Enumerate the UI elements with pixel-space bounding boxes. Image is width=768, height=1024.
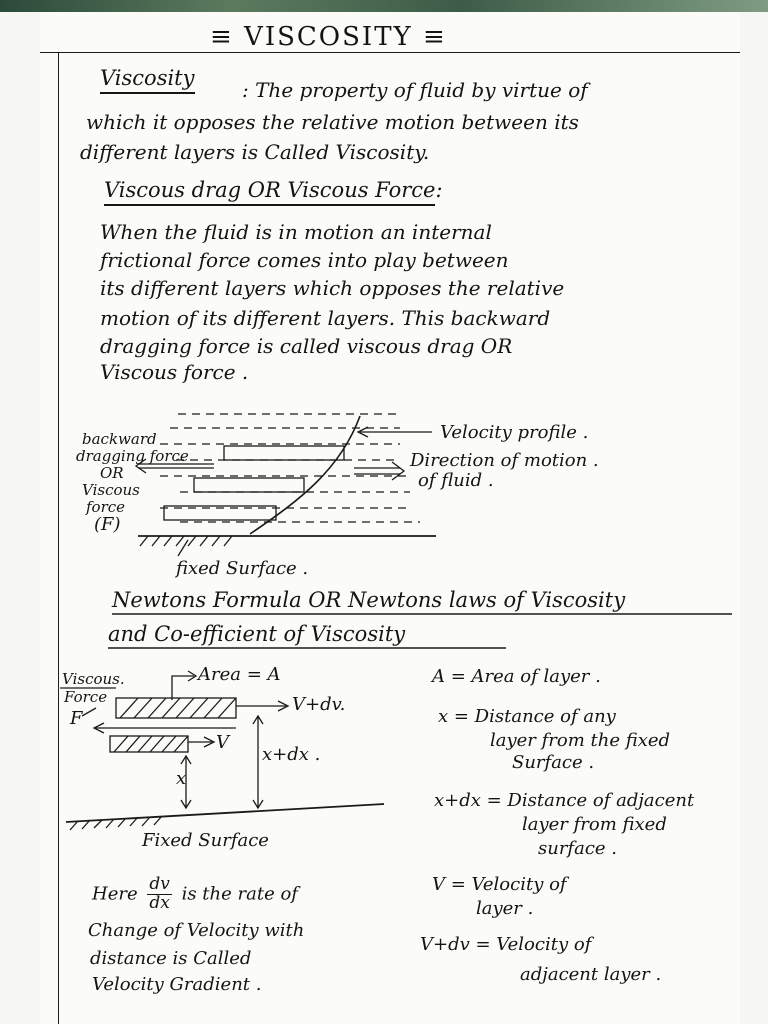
drag-line-4: motion of its different layers. This backward: [100, 306, 551, 330]
gradient-line-1: [92, 876, 298, 913]
def-distance-line-2: layer from the fixed: [490, 730, 671, 751]
gradient-denominator: dx: [149, 892, 170, 913]
upper-layer: [116, 698, 236, 718]
gradient-here: Here: [92, 883, 138, 905]
label-x: x: [176, 768, 187, 789]
definition-line-1: : The property of fluid by virtue of: [242, 78, 588, 102]
label-v-dv: V+dv.: [292, 694, 346, 715]
def-velocity-line-2: layer .: [476, 898, 534, 919]
drag-line-6: Viscous force .: [100, 360, 249, 384]
label-v: V: [216, 732, 229, 753]
label-area: Area = A: [198, 664, 281, 685]
drag-line-5: dragging force is called viscous drag OR: [100, 334, 513, 358]
page-title: ≡ VISCOSITY ≡: [210, 22, 447, 52]
def-area: A = Area of layer .: [432, 666, 601, 687]
drag-line-1: When the fluid is in motion an internal: [100, 220, 492, 244]
label-dragging-force: dragging force: [76, 447, 189, 465]
drag-line-2: frictional force comes into play between: [100, 248, 509, 272]
gradient-line-2: Change of Velocity with: [88, 920, 305, 941]
def-adjacent-line-2: layer from fixed: [522, 814, 667, 835]
fluid-layer-middle: [194, 478, 304, 492]
gradient-numerator: dv: [149, 874, 170, 894]
drag-heading-text: Viscous drag OR Viscous Force: [104, 178, 435, 206]
velocity-profile-curve: [250, 416, 360, 534]
newton-heading-line-2: and Co-efficient of Viscosity: [108, 622, 406, 646]
fluid-layer-top: [224, 446, 344, 460]
label-cf: (F): [94, 514, 121, 535]
fixed-surface-hatch-1: [140, 536, 232, 546]
def-adjacent-line-1: x+dx = Distance of adjacent: [434, 790, 695, 811]
newton-heading-line-1: Newtons Formula OR Newtons laws of Viscosity: [112, 588, 626, 612]
drag-line-3: its different layers which opposes the relative: [100, 276, 565, 300]
upper-layer-hatch: [120, 698, 236, 718]
label-of-fluid: of fluid .: [418, 470, 494, 491]
def-velocity-line-1: V = Velocity of: [432, 874, 567, 895]
definition-line-3: different layers is Called Viscosity.: [80, 140, 430, 164]
label-viscous: Viscous: [82, 481, 140, 499]
label-fixed-surface-2: Fixed Surface: [142, 830, 269, 851]
definition-term-text: Viscosity: [100, 66, 195, 94]
def-distance-line-3: Surface .: [512, 752, 595, 773]
label-or: OR: [100, 464, 124, 482]
def-adjacent-velocity-line-2: adjacent layer .: [520, 964, 662, 985]
label-velocity-profile: Velocity profile .: [440, 422, 589, 443]
gradient-line-3: distance is Called: [90, 948, 252, 969]
label-viscous-2: Viscous.: [62, 670, 125, 688]
label-x-dx: x+dx .: [262, 744, 321, 765]
label-fixed-surface-1: fixed Surface .: [176, 558, 309, 579]
label-direction-of-motion: Direction of motion .: [410, 450, 599, 471]
label-force-2: Force: [64, 688, 108, 706]
label-backward: backward: [82, 430, 157, 448]
definition-line-2: which it opposes the relative motion between its: [86, 110, 579, 134]
force-pointer: [82, 708, 96, 716]
def-adjacent-line-3: surface .: [538, 838, 618, 859]
gradient-rest: is the rate of: [181, 883, 298, 905]
gradient-line-4: Velocity Gradient .: [92, 974, 262, 995]
drag-heading-colon: :: [435, 178, 443, 202]
label-F: F: [70, 708, 83, 729]
def-distance-line-1: x = Distance of any: [438, 706, 616, 727]
def-adjacent-velocity-line-1: V+dv = Velocity of: [420, 934, 592, 955]
lower-layer-hatch: [114, 736, 188, 752]
fixed-surface-hatch-2: [70, 816, 162, 830]
label-force: force: [86, 498, 126, 516]
gradient-fraction: [147, 876, 172, 913]
